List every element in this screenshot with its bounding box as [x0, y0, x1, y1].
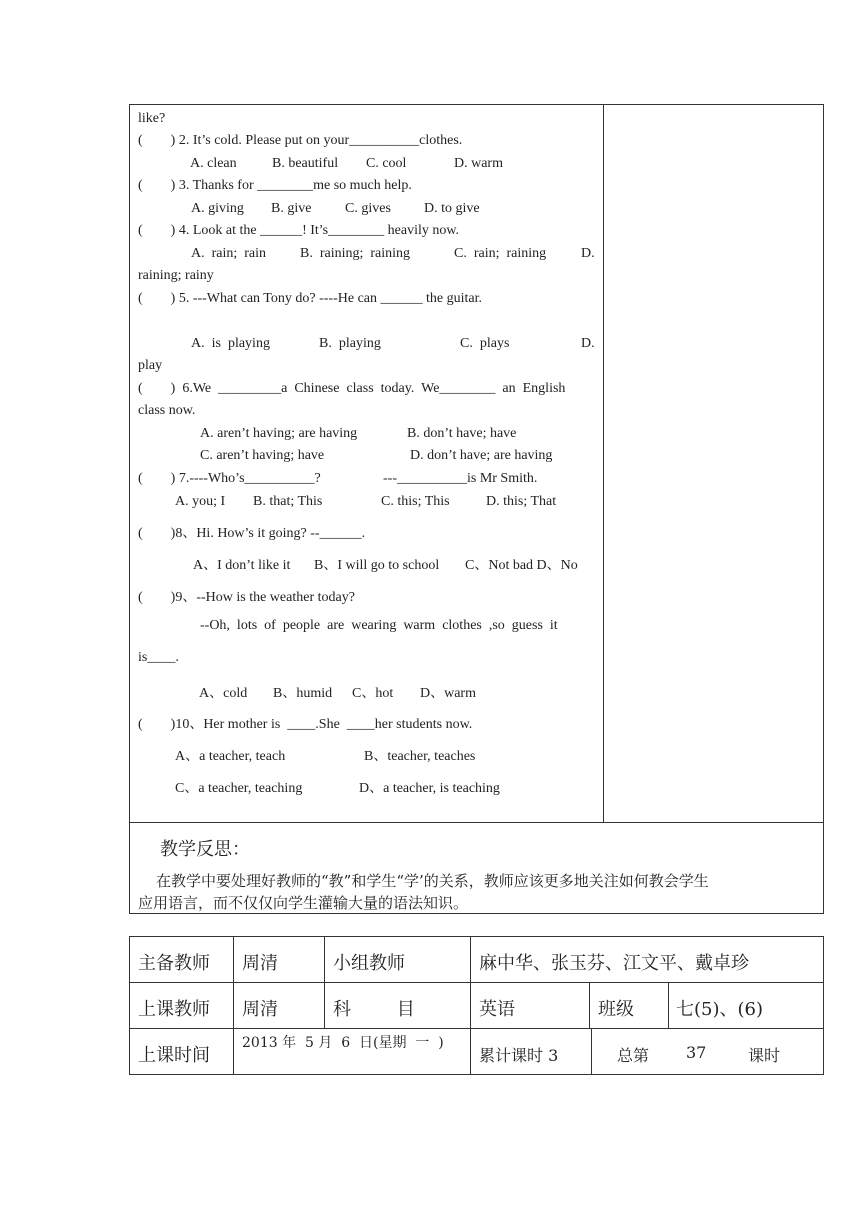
- option-b: B. don’t have; have: [407, 426, 517, 441]
- question-stem: ( ) 7.----Who’s__________?: [138, 471, 321, 486]
- lead-teacher-label: 主备教师: [138, 953, 210, 974]
- total-label: 总第: [617, 1046, 650, 1065]
- option-a: A. clean: [190, 156, 237, 171]
- lesson-time-label: 上课时间: [138, 1045, 210, 1066]
- option-b: B. raining; raining: [300, 246, 411, 261]
- total-unit: 课时: [748, 1046, 781, 1065]
- option-a: A、I don’t like it: [193, 558, 291, 573]
- option-d: D. don’t have; are having: [410, 448, 553, 463]
- question-stem: ( ) 5. ---What can Tony do? ----He can ______ the guitar.: [138, 291, 482, 306]
- option-d-text: play: [138, 358, 163, 373]
- option-d-text: raining; rainy: [138, 268, 214, 283]
- lesson-date-value: 2013 年 5 月 6 日(星期 一 ): [242, 1035, 444, 1051]
- option-a: A. you; I: [175, 494, 226, 509]
- subject-value: 英语: [479, 999, 515, 1020]
- option-c: C. rain; raining: [454, 246, 547, 261]
- option-a: A. is playing: [191, 336, 270, 351]
- option-c: C、Not bad D、No: [465, 558, 578, 573]
- option-d: D.: [581, 336, 595, 351]
- option-d: D. warm: [454, 156, 503, 171]
- option-d: D. to give: [424, 201, 480, 216]
- question-stem-answer: ---__________is Mr Smith.: [383, 471, 538, 486]
- question-stem: ( )10、Her mother is ____.She ____her students now.: [138, 717, 473, 732]
- option-c: C、a teacher, teaching: [175, 781, 303, 796]
- subject-label: 科 目: [333, 999, 415, 1020]
- option-a: A、cold: [199, 686, 248, 701]
- question-stem: ( ) 4. Look at the ______! It’s________ heavily now.: [138, 223, 460, 238]
- question-stem: ( )8、Hi. How’s it going? --______.: [138, 526, 366, 541]
- question-stem: ( )9、--How is the weather today?: [138, 590, 355, 605]
- class-value: 七(5)、(6): [676, 999, 763, 1020]
- question-stem: ( ) 3. Thanks for ________me so much help.: [138, 178, 412, 193]
- option-c: C. cool: [366, 156, 407, 171]
- option-b: B. give: [271, 201, 312, 216]
- class-teacher-value: 周清: [242, 999, 278, 1020]
- option-c: C. aren’t having; have: [200, 448, 325, 463]
- class-label: 班级: [598, 999, 634, 1020]
- option-b: B. beautiful: [272, 156, 339, 171]
- option-d: D、a teacher, is teaching: [359, 781, 500, 796]
- question-1-tail: like?: [138, 111, 166, 126]
- option-c: C. gives: [345, 201, 391, 216]
- option-a: A、a teacher, teach: [175, 749, 286, 764]
- option-b: B、I will go to school: [314, 558, 440, 573]
- option-b: B、humid: [273, 686, 333, 701]
- option-b: B. that; This: [253, 494, 323, 509]
- reflection-text-line1: 在教学中要处理好教师的“教”和学生“学’的关系，教师应该更多地关注如何教会学生: [156, 872, 709, 890]
- question-stem-cont2: is____.: [138, 650, 179, 665]
- option-c: C、hot: [352, 686, 394, 701]
- question-stem-cont: --Oh, lots of people are wearing warm clothes ,so guess it: [200, 618, 558, 633]
- option-d: D、warm: [420, 686, 476, 701]
- option-d: D. this; That: [486, 494, 557, 509]
- option-c: C. plays: [460, 336, 510, 351]
- question-stem-cont: class now.: [138, 403, 196, 418]
- option-a: A. giving: [191, 201, 244, 216]
- reflection-title: 教学反思：: [160, 839, 250, 860]
- option-a: A. aren’t having; are having: [200, 426, 358, 441]
- accumulated-hours: 累计课时 3: [479, 1046, 559, 1065]
- question-stem: ( ) 6.We _________a Chinese class today. We________ an English: [138, 381, 566, 396]
- option-b: B、teacher, teaches: [364, 749, 476, 764]
- option-a: A. rain; rain: [191, 246, 267, 261]
- option-b: B. playing: [319, 336, 381, 351]
- option-c: C. this; This: [381, 494, 450, 509]
- group-teachers-label: 小组教师: [333, 953, 405, 974]
- class-teacher-label: 上课教师: [138, 999, 210, 1020]
- total-number: 37: [686, 1043, 707, 1062]
- lead-teacher-value: 周清: [242, 953, 278, 974]
- option-d: D.: [581, 246, 595, 261]
- question-stem: ( ) 2. It’s cold. Please put on your__________clothes.: [138, 133, 463, 148]
- reflection-text-line2: 应用语言，而不仅仅向学生灌输大量的语法知识。: [138, 894, 469, 912]
- group-teachers-value: 麻中华、张玉芬、江文平、戴卓珍: [479, 953, 749, 974]
